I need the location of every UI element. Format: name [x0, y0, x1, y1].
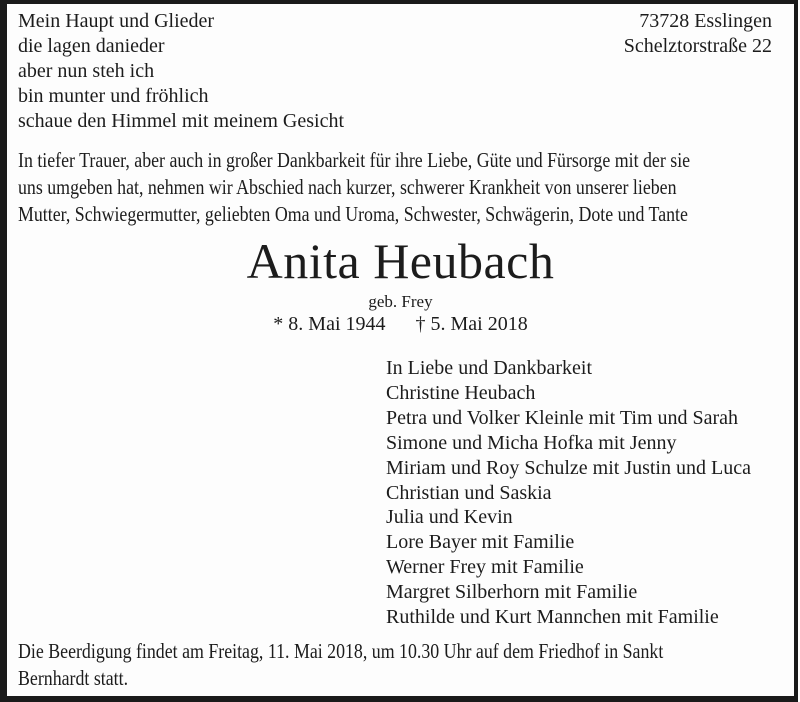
mourner-line: Margret Silberhorn mit Familie	[386, 581, 638, 604]
address-line: 73728 Esslingen	[639, 10, 772, 32]
epitaph-poem	[18, 9, 344, 134]
mourner-line: Simone und Micha Hofka mit Jenny	[386, 431, 677, 454]
life-dates	[7, 312, 794, 336]
deceased-name: Anita Heubach	[246, 233, 555, 289]
death-date: † 5. Mai 2018	[415, 313, 528, 335]
funeral-details	[18, 638, 663, 692]
mourner-line: In Liebe und Dankbarkeit	[386, 357, 593, 379]
funeral-line: Bernhardt statt.	[18, 666, 129, 690]
condolence-line: Mutter, Schwiegermutter, geliebten Oma und Uroma, Schwester, Schwägerin, Dote und Tante	[18, 202, 688, 226]
condolence-line: uns umgeben hat, nehmen wir Abschied nach kurzer, schwerer Krankheit von unserer lieben	[18, 175, 677, 199]
funeral-line: Die Beerdigung findet am Freitag, 11. Mai 2018, um 10.30 Uhr auf dem Friedhof in Sankt	[18, 639, 664, 663]
poem-line: schaue den Himmel mit meinem Gesicht	[18, 110, 345, 132]
poem-line: aber nun steh ich	[18, 60, 155, 82]
mourner-line: Miriam und Roy Schulze mit Justin und Luca	[386, 456, 751, 479]
poem-line: bin munter und fröhlich	[18, 85, 209, 107]
mourner-line: Julia und Kevin	[386, 506, 513, 529]
address-line: Schelztorstraße 22	[623, 35, 772, 57]
mourner-line: Petra und Volker Kleinle mit Tim und Sarah	[386, 406, 739, 429]
poem-line: die lagen danieder	[18, 35, 165, 57]
mourner-line: Lore Bayer mit Familie	[386, 531, 575, 554]
mourners-list	[386, 356, 751, 630]
birth-date: * 8. Mai 1944	[273, 313, 386, 335]
mourner-line: Ruthilde und Kurt Mannchen mit Familie	[386, 606, 719, 629]
mourner-line: Werner Frey mit Familie	[386, 556, 584, 579]
mourner-line: Christian und Saskia	[386, 481, 552, 504]
condolence-line: In tiefer Trauer, aber auch in großer Dankbarkeit für ihre Liebe, Güte und Fürsorge mit der sie	[18, 148, 691, 172]
condolence-paragraph	[18, 147, 690, 228]
poem-line: Mein Haupt und Glieder	[18, 10, 215, 32]
location-address	[624, 9, 772, 59]
maiden-name: geb. Frey	[368, 292, 433, 311]
mourner-line: Christine Heubach	[386, 381, 536, 404]
